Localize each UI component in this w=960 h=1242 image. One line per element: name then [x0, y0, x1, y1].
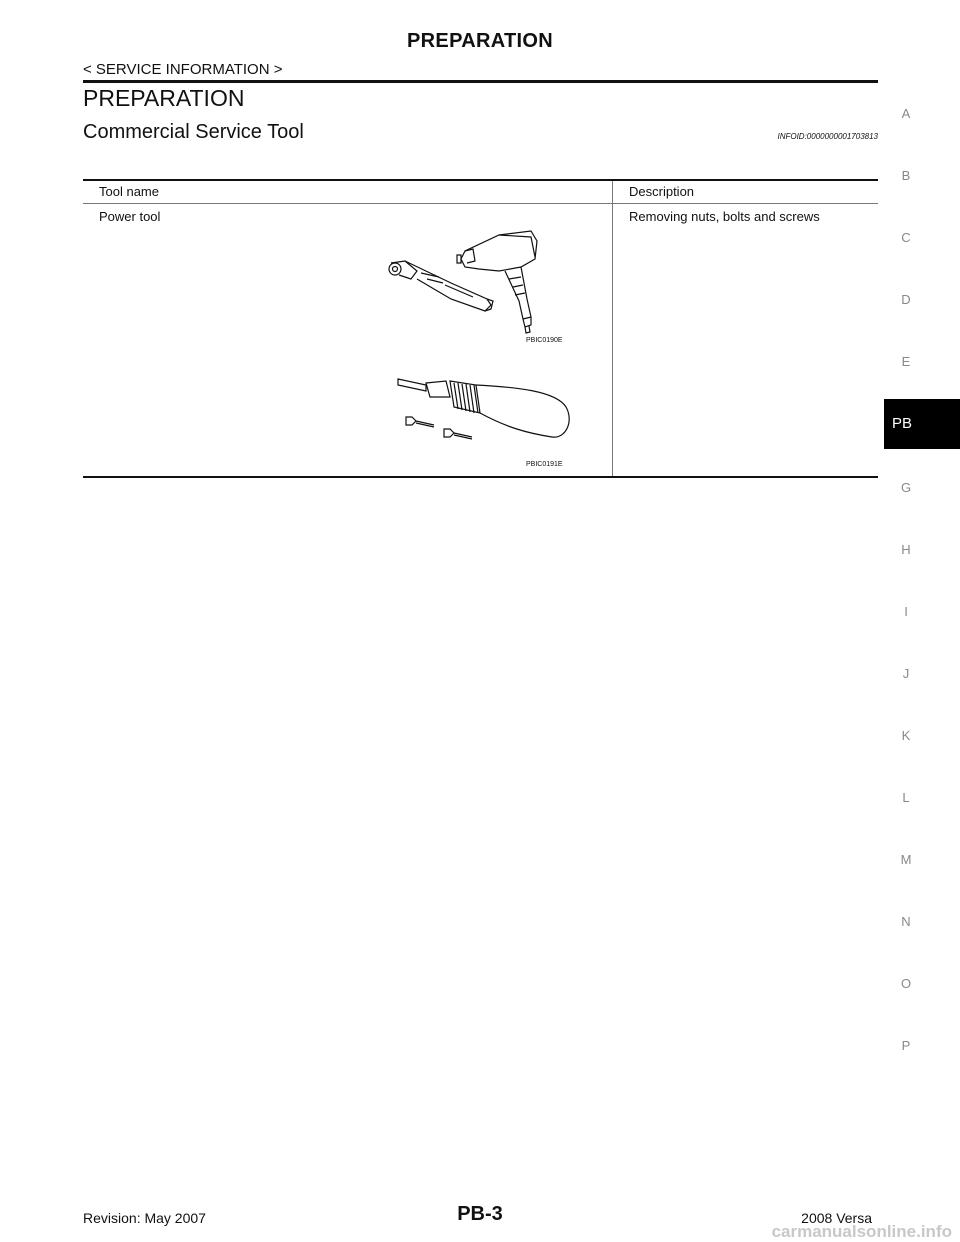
index-letter-k[interactable]: K [901, 728, 911, 743]
figure-label-2: PBIC0191E [526, 461, 563, 468]
header-rule [83, 80, 878, 83]
index-letter-o[interactable]: O [900, 976, 912, 991]
index-letter-g[interactable]: G [900, 480, 912, 495]
index-letter-e[interactable]: E [901, 354, 911, 369]
table-top-rule [83, 179, 878, 181]
section-title: Commercial Service Tool [83, 121, 304, 143]
column-header-tool-name: Tool name [99, 184, 159, 199]
table-bottom-rule [83, 476, 878, 478]
index-letter-a[interactable]: A [901, 106, 911, 121]
table-header-rule [83, 203, 878, 204]
index-letter-m[interactable]: M [900, 852, 912, 867]
power-tool-figure-screwdriver [396, 373, 581, 453]
index-letter-b[interactable]: B [901, 168, 911, 183]
footer-page-number: PB-3 [457, 1203, 503, 1225]
index-letter-p[interactable]: P [901, 1038, 911, 1053]
index-letter-c[interactable]: C [901, 230, 911, 245]
index-letter-pb-active[interactable]: PB [884, 399, 960, 449]
tool-table [83, 179, 878, 478]
cell-description: Removing nuts, bolts and screws [629, 209, 820, 224]
page-header: PREPARATION [407, 30, 553, 52]
column-header-description: Description [629, 184, 695, 199]
section-breadcrumb: < SERVICE INFORMATION > [83, 61, 283, 78]
air-ratchet-and-impact-wrench-icon [381, 227, 581, 337]
section-index [884, 0, 960, 1242]
index-letter-n[interactable]: N [901, 914, 911, 929]
figure-label-1: PBIC0190E [526, 337, 563, 344]
table-column-divider [612, 181, 613, 476]
power-screwdriver-icon [396, 373, 581, 453]
index-letter-j[interactable]: J [902, 666, 910, 681]
info-id: INFOID:0000000001703813 [777, 132, 878, 141]
power-tool-figure-ratchet-impact [381, 227, 581, 337]
index-letter-i[interactable]: I [904, 604, 908, 619]
footer-model: 2008 Versa [801, 1210, 872, 1226]
index-letter-h[interactable]: H [901, 542, 911, 557]
page-title: PREPARATION [83, 85, 245, 111]
index-letter-d[interactable]: D [901, 292, 911, 307]
footer-revision: Revision: May 2007 [83, 1210, 206, 1226]
index-letter-l[interactable]: L [902, 790, 910, 805]
cell-tool-name: Power tool [99, 209, 161, 224]
watermark: carmanualsonline.info [771, 1222, 952, 1241]
